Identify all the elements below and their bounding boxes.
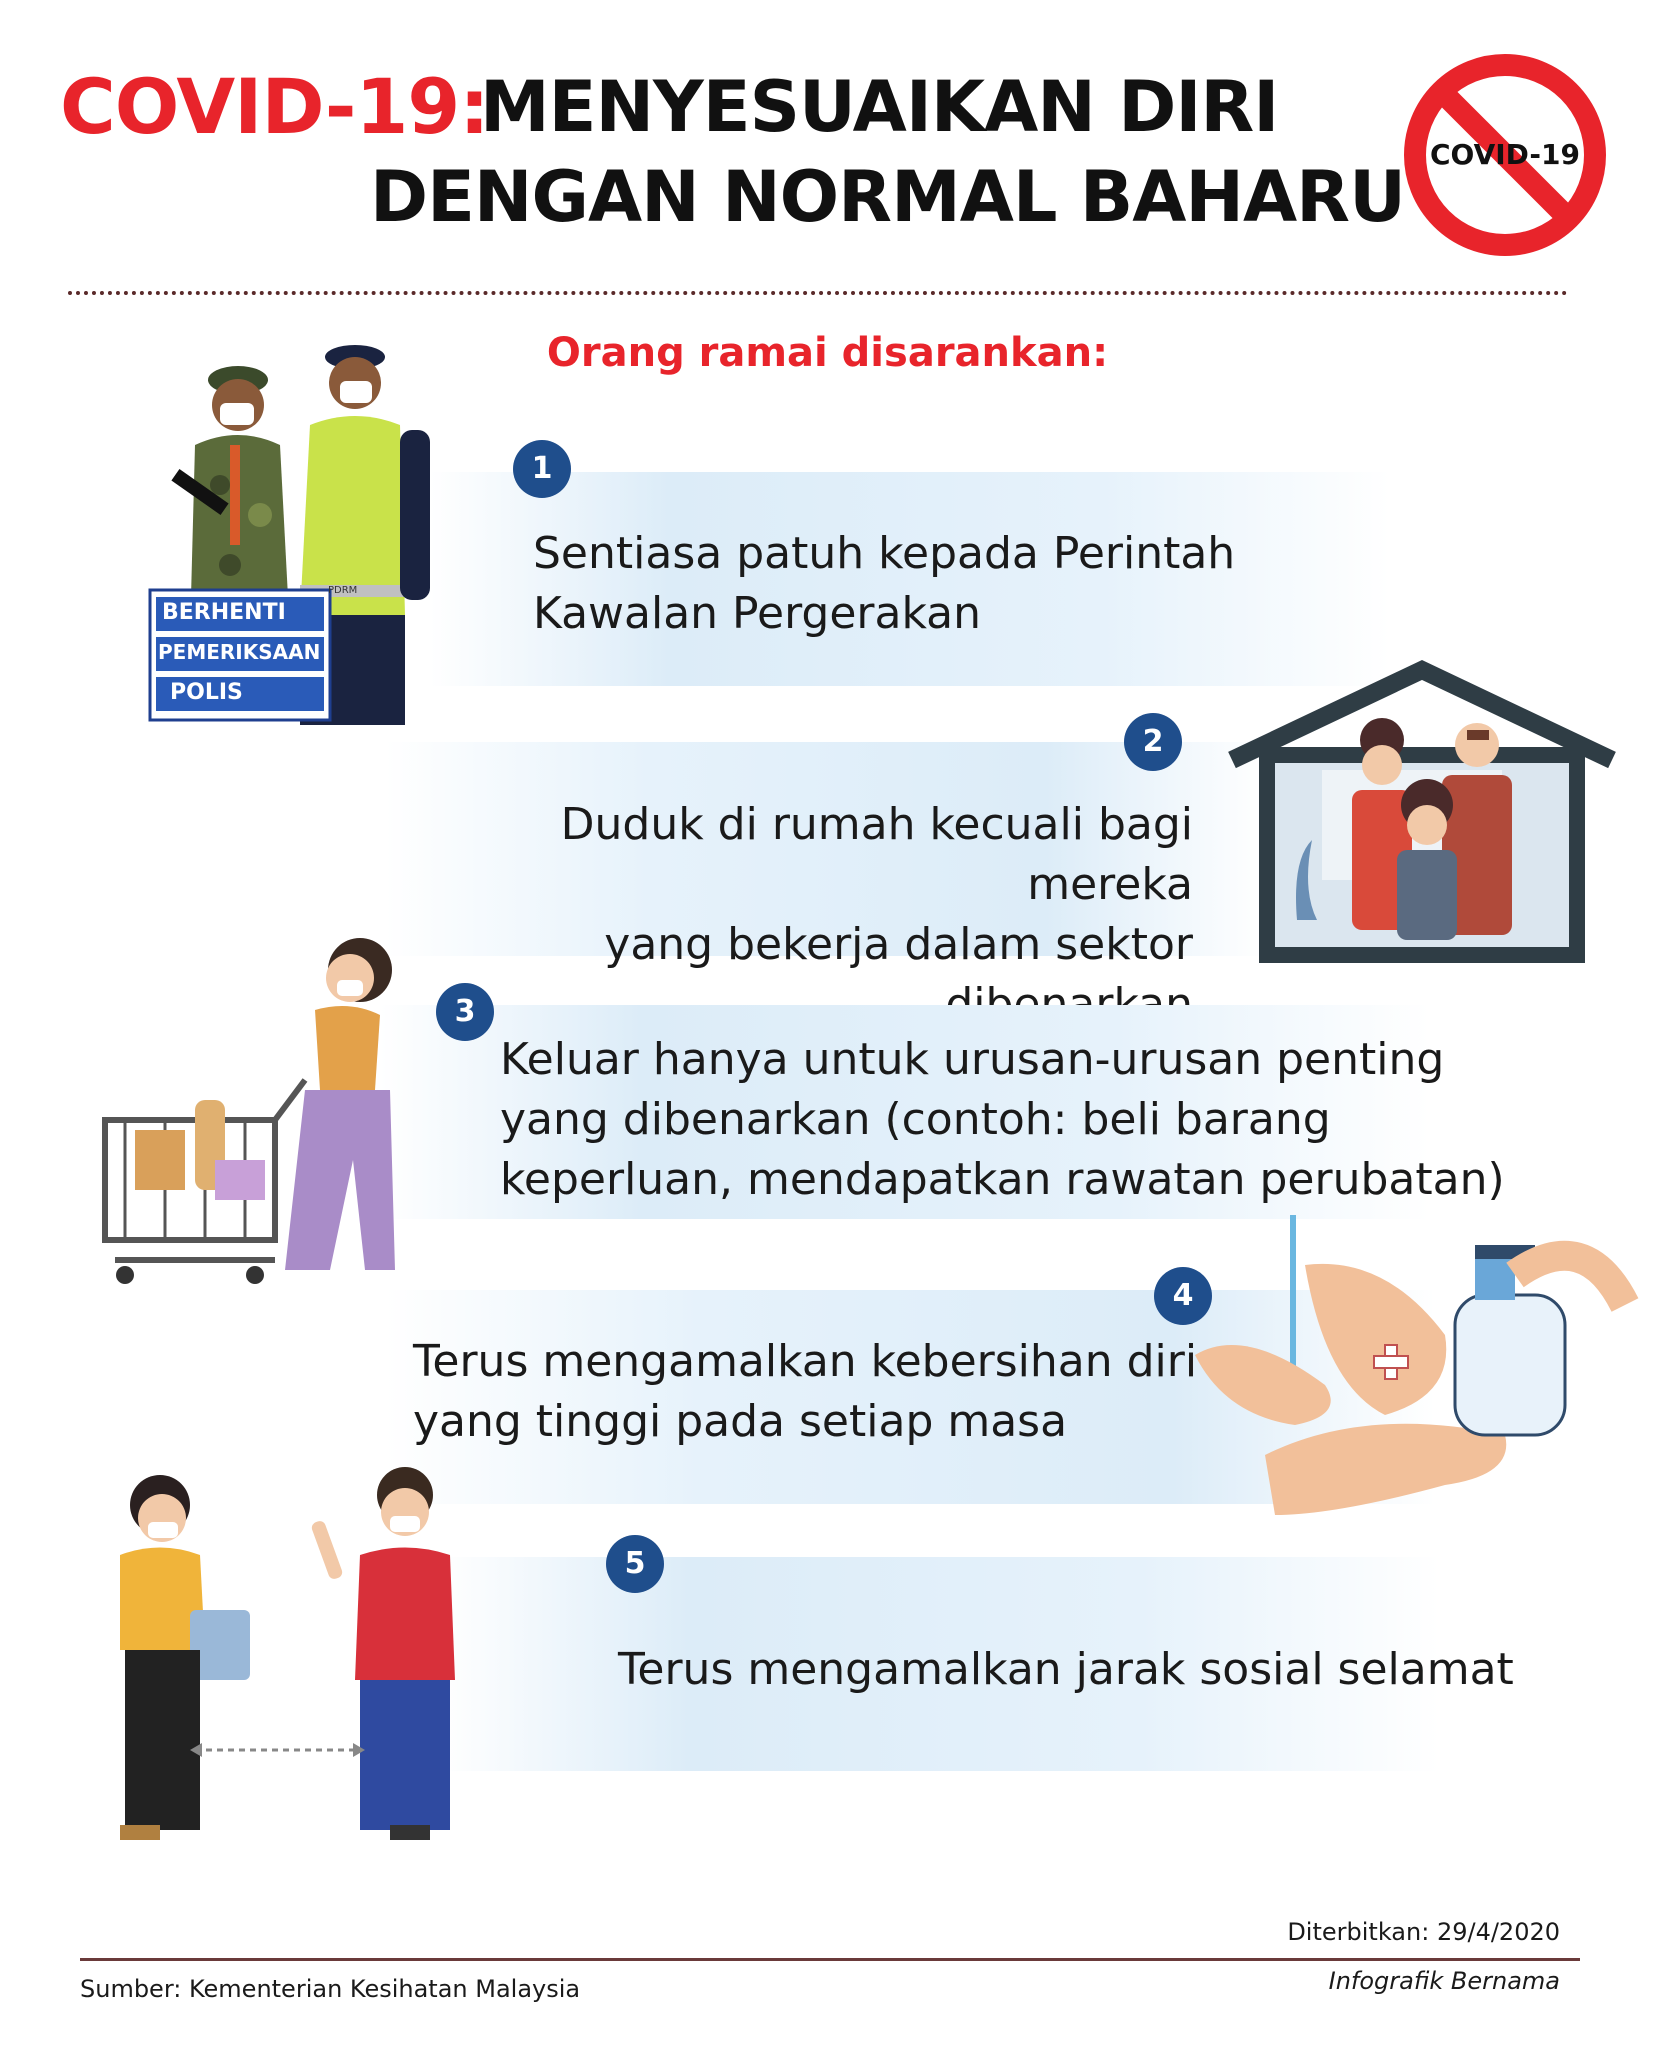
social-distance-icon [90,1460,470,1860]
no-covid-badge [1400,50,1610,260]
step-3-line-1: Keluar hanya untuk urusan-urusan penting [500,1034,1445,1085]
subtitle: Orang ramai disarankan: [546,330,1109,376]
handwash-illustration [1185,1215,1625,1545]
step-3-line-3: keperluan, mendapatkan rawatan perubatan) [500,1154,1505,1205]
step-1-number: 1 [513,440,571,498]
shopping-illustration [105,930,405,1295]
sign-line-3: POLIS [170,680,243,705]
title-line-2: DENGAN NORMAL BAHARU [370,156,1405,238]
header-divider [68,291,1568,295]
hand-sanitizer-icon [1185,1215,1625,1545]
step-1-line-1: Sentiasa patuh kepada Perintah [533,528,1236,579]
step-4-line-2: yang tinggi pada setiap masa [413,1396,1068,1447]
credit-text: Infografik Bernama [1328,1967,1560,1995]
step-4-text [413,1332,1197,1452]
sign-line-2: PEMERIKSAAN [158,640,321,664]
step-4-line-1: Terus mengamalkan kebersihan diri [413,1336,1198,1387]
vest-label: PDRM [328,585,358,596]
footer-divider [80,1958,1580,1961]
step-5-number: 5 [606,1535,664,1593]
title-line-1: MENYESUAIKAN DIRI [480,66,1279,148]
source-text: Sumber: Kementerian Kesihatan Malaysia [80,1975,581,2003]
house-icon [1222,660,1622,965]
step-3-number: 3 [436,983,494,1041]
step-1-line-2: Kawalan Pergerakan [533,588,982,639]
published-date: Diterbitkan: 29/4/2020 [1287,1918,1560,1946]
step-1-text [533,524,1235,644]
step-4-number: 4 [1154,1267,1212,1325]
step-5-line-1: Terus mengamalkan jarak sosial selamat [618,1644,1514,1695]
title-covid: COVID-19: [60,62,489,151]
step-2-text [403,795,1193,1035]
step-2-line-2: yang bekerja dalam sektor [604,919,1193,970]
step-2-number: 2 [1124,713,1182,771]
house-family-illustration [1222,660,1622,965]
social-distance-illustration [90,1460,470,1860]
step-3-text [500,1030,1505,1210]
shopping-cart-icon [105,930,405,1295]
badge-text: COVID-19 [1429,138,1581,171]
step-5-text [618,1640,1514,1700]
sign-line-1: BERHENTI [162,600,286,625]
checkpoint-illustration [150,335,440,745]
step-3-line-2: yang dibenarkan (contoh: beli barang [500,1094,1331,1145]
step-2-line-1: Duduk di rumah kecuali bagi mereka [560,799,1193,910]
